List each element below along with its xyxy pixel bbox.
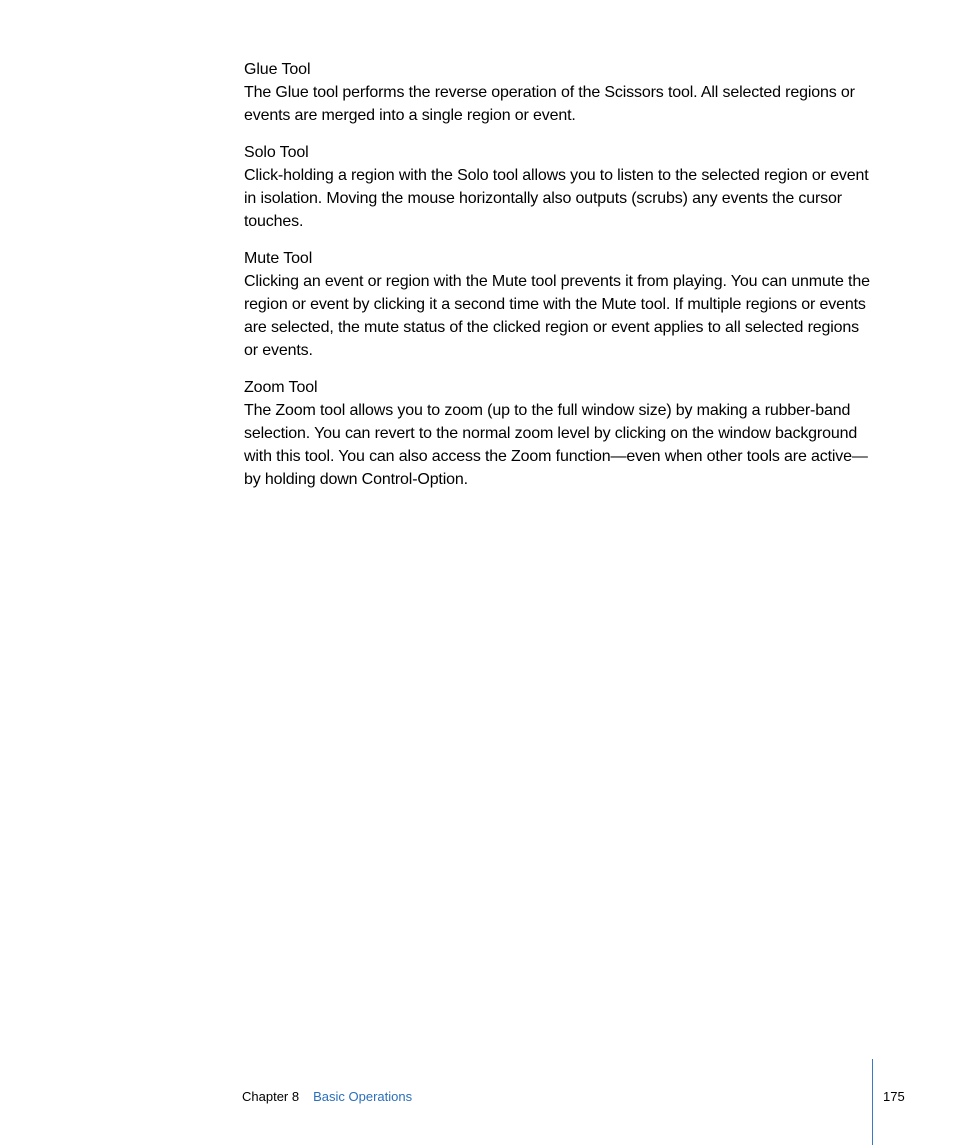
page-number: 175	[883, 1089, 905, 1104]
section-title: Zoom Tool	[244, 379, 318, 396]
section-zoom-tool	[244, 376, 874, 491]
section-title: Glue Tool	[244, 61, 311, 78]
page-content	[244, 58, 874, 505]
section-glue-tool	[244, 58, 874, 127]
section-solo-tool	[244, 141, 874, 233]
footer-divider	[872, 1059, 873, 1145]
section-body: Click-holding a region with the Solo tool allows you to listen to the selected region or event in isolation. Moving the mouse horizontally also outputs (scrubs) any events the cursor touches.	[244, 167, 869, 230]
section-body: The Glue tool performs the reverse operation of the Scissors tool. All selected regions or events are merged into a single region or event.	[244, 84, 855, 124]
section-body: Clicking an event or region with the Mute tool prevents it from playing. You can unmute the region or event by clicking it a second time with the Mute tool. If multiple regions or events are selected, the mute status of the clicked region or event applies to all selected regions or events.	[244, 273, 870, 359]
footer-chapter-label: Chapter 8	[242, 1089, 300, 1104]
section-mute-tool	[244, 247, 874, 362]
footer-chapter-title-link[interactable]: Basic Operations	[313, 1089, 413, 1104]
page-footer	[242, 1087, 412, 1107]
section-body: The Zoom tool allows you to zoom (up to the full window size) by making a rubber-band selection. You can revert to the normal zoom level by clicking on the window background with this tool. You can also access the Zoom function—even when other tools are active—by holding down Control-Option.	[244, 402, 868, 488]
section-title: Mute Tool	[244, 250, 313, 267]
section-title: Solo Tool	[244, 144, 309, 161]
